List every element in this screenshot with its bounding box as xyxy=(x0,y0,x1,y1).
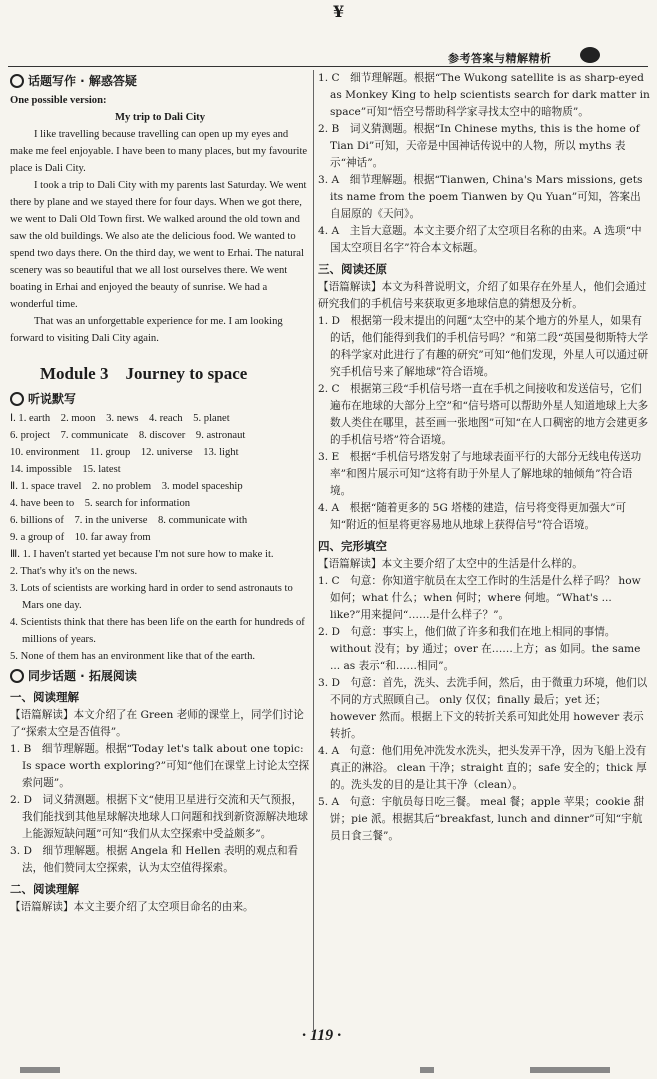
section-marker-icon xyxy=(10,392,24,406)
answer-line: 9. a group of 10. far away from xyxy=(10,532,151,543)
possible-version-label: One possible version: xyxy=(10,95,107,106)
answer-item: 2. B 词义猜测题。根据“In Chinese myths, this is the home of Tian Di”可知，天帝是中国神话传说中的人物，所以 myths 表示“神话”。 xyxy=(318,123,640,169)
answer-line: 2. That's why it's on the news. xyxy=(10,566,138,577)
answer-item: 1. D 根据第一段末提出的问题“太空中的某个地方的外星人，如果有的话，他们能得到我们的手机信号吗？”和第二段“英国曼彻斯特大学的科学家对此进行了有趣的研究”可知“他们发现，外星人可以通过研究手机信号来了解地球”符合语境。 xyxy=(318,315,649,378)
subsection-title: 一、阅读理解 xyxy=(10,690,79,704)
passage-intro: 【语篇解读】本文为科普说明文，介绍了如果存在外星人，他们会通过研究我们的手机信号来获取更多地球信息的猜想及分析。 xyxy=(318,281,647,310)
top-glyph: ¥ xyxy=(333,2,345,21)
answer-item: 5. A 句意：宇航员每日吃三餐。 meal 餐；apple 苹果；cookie 甜饼；pie 派。根据其后“breakfast, lunch and dinner”可知“宇航员日食三餐”。 xyxy=(318,796,645,842)
section-listening xyxy=(10,390,310,408)
page-number: · 119 · xyxy=(302,1027,342,1044)
subsection-title: 四、完形填空 xyxy=(318,539,387,553)
right-column xyxy=(318,70,650,845)
answer-item: 1. C 句意：你知道宇航员在太空工作时的生活是什么样子吗？ how 如何；what 什么；when 何时；where 何地。“What's ... like?”用来提问“……是什么样子？”。 xyxy=(318,575,641,621)
passage-intro: 【语篇解读】本文介绍了在 Green 老师的课堂上，同学们讨论了“探索太空是否值得”。 xyxy=(10,709,304,738)
essay-title: My trip to Dali City xyxy=(114,112,206,123)
section-marker-icon xyxy=(10,669,24,683)
passage-intro: 【语篇解读】本文主要介绍了太空中的生活是什么样的。 xyxy=(318,558,583,570)
page-header xyxy=(0,0,657,72)
answer-item: 3. A 细节理解题。根据“Tianwen, China's Mars missions, gets its name from the poem Tianwen by Qu Yuan”可知，答案出自屈原的《天问》。 xyxy=(318,174,643,220)
answer-line: 6. project 7. communicate 8. discover 9. astronaut xyxy=(10,430,246,441)
subsection-title: 三、阅读还原 xyxy=(318,262,387,276)
answer-item: 4. A 根据“随着更多的 5G 塔楼的建造，信号将变得更加强大”可知“附近的恒星将更容易地从地球上获得信号”符合语境。 xyxy=(318,502,627,531)
subsection-title: 二、阅读理解 xyxy=(10,882,79,896)
passage-intro: 【语篇解读】本文主要介绍了太空项目命名的由来。 xyxy=(10,901,254,913)
scan-mark xyxy=(420,1067,434,1073)
module-title: Module 3 Journey to space xyxy=(40,364,248,383)
left-column xyxy=(10,70,310,916)
scan-mark xyxy=(20,1067,60,1073)
answer-item: 3. D 句意：首先，洗头、去洗手间，然后，由于微重力环境，他们以不同的方式照顾自己。 only 仅仅；finally 最后；yet 还；however 然而。根据上下文的转折关系可知此处用 however 表示转折。 xyxy=(318,677,648,740)
answer-item: 2. D 词义猜测题。根据下文“使用卫星进行交流和天气预报，我们能找到其他星球解决地球人口问题和找到新资源解决地球上能源短缺问题”可知“我们从太空探索中受益颇多”。 xyxy=(10,794,309,840)
section-title: 话题写作 · 解惑答疑 xyxy=(28,74,137,88)
answer-line: 3. Lots of scientists are working hard in order to send astronauts to Mars one day. xyxy=(10,583,293,611)
answer-item: 3. D 细节理解题。根据 Angela 和 Hellen 表明的观点和看法，他们赞同太空探索，认为太空值得探索。 xyxy=(10,845,299,874)
section-marker-icon xyxy=(10,74,24,88)
answer-item: 2. D 句意：事实上，他们做了许多和我们在地上相同的事情。without 没有；by 通过；over 在……上方；as 如同。the same ... as 表示“和……相同”。 xyxy=(318,626,641,672)
essay-paragraph: That was an unforgettable experience for me. I am looking forward to visiting Dali City again. xyxy=(10,316,283,344)
scan-mark xyxy=(530,1067,610,1073)
answer-line: Ⅰ. 1. earth 2. moon 3. news 4. reach 5. planet xyxy=(10,413,230,424)
header-rule xyxy=(8,66,648,67)
answer-line: 4. Scientists think that there has been life on the earth for hundreds of millions of years. xyxy=(10,617,305,645)
section-sync-topic xyxy=(10,667,310,685)
essay-paragraph: I like travelling because travelling can open up my eyes and make me feel enjoyable. I have been to many places, but my favourite place is Dali City. xyxy=(10,129,308,174)
answer-item: 1. B 细节理解题。根据“Today let's talk about one topic: Is space worth exploring?”可知“他们在课堂上讨论太空探索问题”。 xyxy=(10,743,310,789)
header-title: 参考答案与精解精析 xyxy=(448,52,552,65)
answer-item: 1. C 细节理解题。根据“The Wukong satellite is as sharp-eyed as Monkey King to help scientists search for dark matter in space”可知“悟空号帮助科学家寻找太空中的暗物质”。 xyxy=(318,72,650,118)
section-topic-writing xyxy=(10,72,310,90)
answer-line: Ⅱ. 1. space travel 2. no problem 3. model spaceship xyxy=(10,481,243,492)
bottom-scan-strip xyxy=(0,1062,657,1079)
answer-line: 14. impossible 15. latest xyxy=(10,464,121,475)
listening-answers xyxy=(10,410,310,665)
answer-item: 2. C 根据第三段“手机信号塔一直在手机之间接收和发送信号，它们遍布在地球的大部分上空”和“信号塔可以帮助外星人知道地球上大多数人类住在哪里，甚至画一张地图”可知“在人口稠密的地方会建更多的手机信号塔”符合语境。 xyxy=(318,383,649,446)
answer-line: Ⅲ. 1. I haven't started yet because I'm not sure how to make it. xyxy=(10,549,274,560)
answer-item: 3. E 根据“手机信号塔发射了与地球表面平行的大部分无线电传送功率”和图片展示可知“这将有助于外星人了解地球的轴倾角”符合语境。 xyxy=(318,451,642,497)
answer-item: 4. A 主旨大意题。本文主要介绍了太空项目名称的由来。A 选项“中国太空项目名字”符合本文标题。 xyxy=(318,225,642,254)
answer-line: 4. have been to 5. search for information xyxy=(10,498,191,509)
header-badge-icon xyxy=(580,47,600,63)
section-title: 听说默写 xyxy=(28,392,77,406)
essay-paragraph: I took a trip to Dali City with my parents last Saturday. We went there by plane and we stayed there for four days. When we got there, we went to Dali Old Town first. We walked around the old town and saw the old buildings. We also ate the delicious food. We wanted to spend two days there. On the third day, we went to Erhai. The natural scenery was so beautiful that we all lost ourselves there. We went boating in Erhai and enjoyed the beauty of sunrise. We had a wonderful time. xyxy=(10,180,307,310)
section-title: 同步话题 · 拓展阅读 xyxy=(28,669,137,683)
column-divider xyxy=(313,70,314,1030)
answer-item: 4. A 句意：他们用免冲洗发水洗头，把头发弄干净，因为飞船上没有真正的淋浴。 clean 干净；straight 直的；safe 安全的；thick 厚的。洗头发的目的是让其干净（clean）。 xyxy=(318,745,647,791)
answer-line: 10. environment 11. group 12. universe 13. light xyxy=(10,447,239,458)
answer-line: 6. billions of 7. in the universe 8. communicate with xyxy=(10,515,248,526)
answer-line: 5. None of them has an environment like that of the earth. xyxy=(10,651,256,662)
